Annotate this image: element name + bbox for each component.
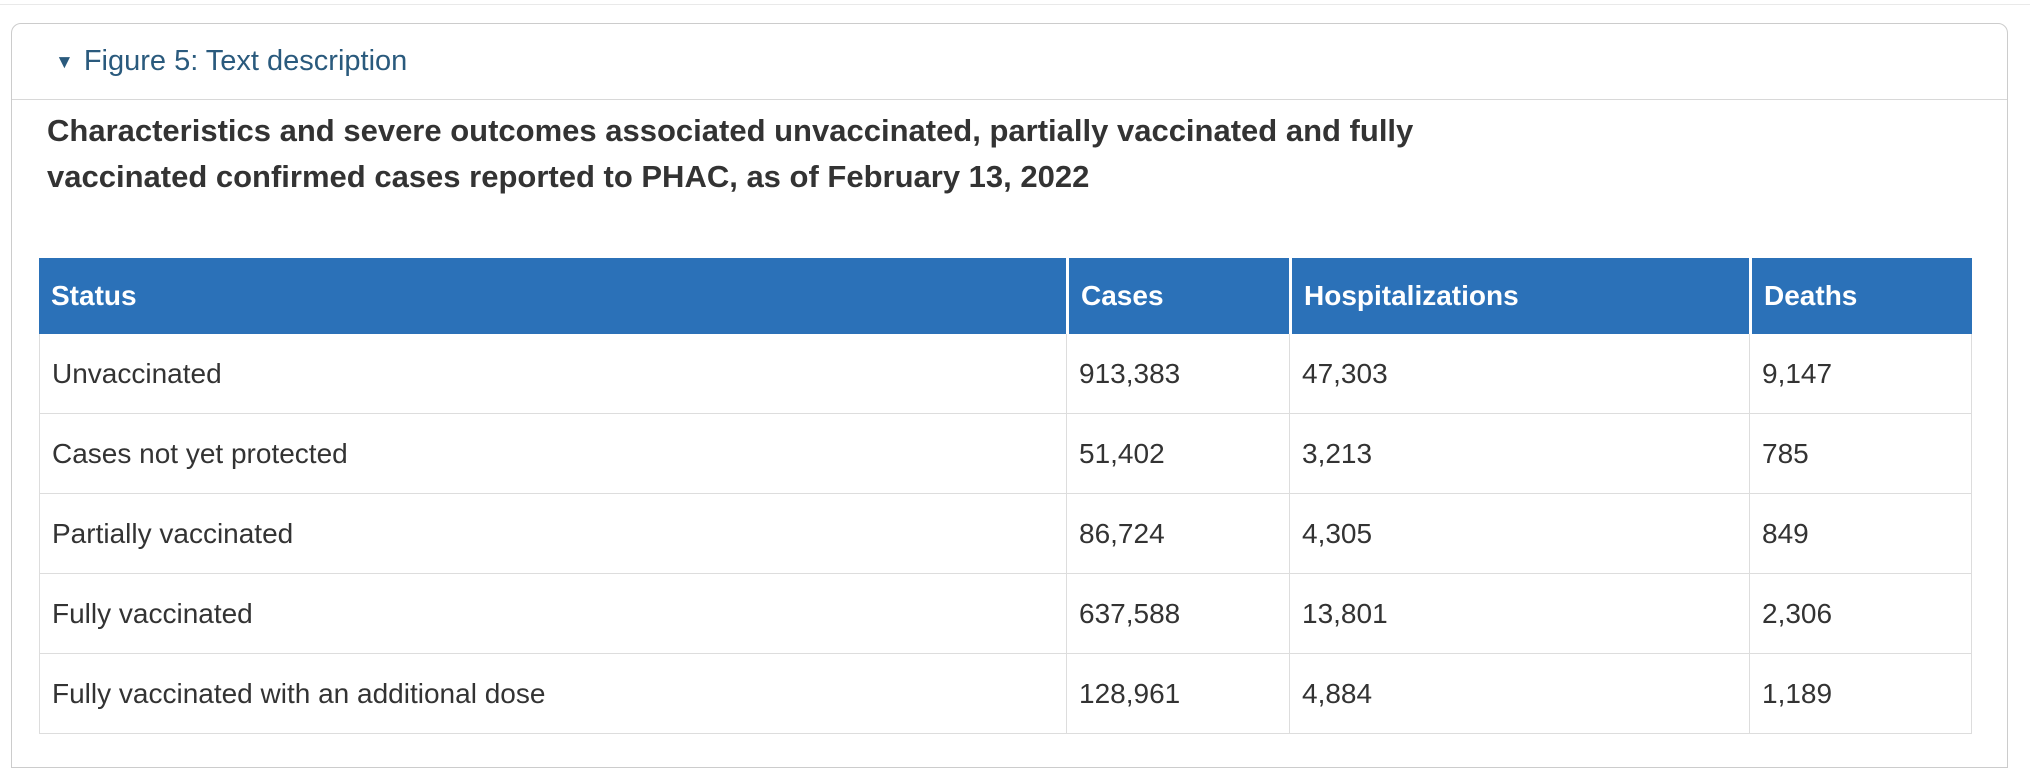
cell-cases: 637,588 xyxy=(1066,574,1289,654)
cell-status: Fully vaccinated xyxy=(39,574,1066,654)
page-top-divider xyxy=(0,4,2030,5)
table-title-line2: vaccinated confirmed cases reported to PHAC, as of February 13, 2022 xyxy=(47,159,1090,194)
cell-deaths: 9,147 xyxy=(1749,334,1972,414)
details-summary[interactable] xyxy=(12,24,2007,100)
table-header-row xyxy=(39,258,1972,334)
table-row xyxy=(39,414,1972,494)
table-title-line1: Characteristics and severe outcomes associated unvaccinated, partially vaccinated and fully xyxy=(47,113,1414,148)
cell-status: Partially vaccinated xyxy=(39,494,1066,574)
table-title xyxy=(47,108,2007,200)
column-header-deaths: Deaths xyxy=(1749,258,1972,334)
details-summary-label: Figure 5: Text description xyxy=(83,45,408,77)
cell-cases: 128,961 xyxy=(1066,654,1289,734)
collapse-arrow-icon: ▼ xyxy=(55,51,74,73)
column-header-status: Status xyxy=(39,258,1066,334)
cell-hospitalizations: 4,305 xyxy=(1289,494,1749,574)
details-content xyxy=(12,108,2007,734)
cell-cases: 913,383 xyxy=(1066,334,1289,414)
cell-hospitalizations: 47,303 xyxy=(1289,334,1749,414)
cell-deaths: 1,189 xyxy=(1749,654,1972,734)
cell-deaths: 785 xyxy=(1749,414,1972,494)
outcomes-table xyxy=(39,258,1972,734)
cell-hospitalizations: 13,801 xyxy=(1289,574,1749,654)
table-row xyxy=(39,574,1972,654)
cell-cases: 86,724 xyxy=(1066,494,1289,574)
cell-hospitalizations: 3,213 xyxy=(1289,414,1749,494)
column-header-cases: Cases xyxy=(1066,258,1289,334)
figure-details-panel xyxy=(11,23,2008,768)
cell-status: Fully vaccinated with an additional dose xyxy=(39,654,1066,734)
table-row xyxy=(39,334,1972,414)
cell-cases: 51,402 xyxy=(1066,414,1289,494)
cell-hospitalizations: 4,884 xyxy=(1289,654,1749,734)
table-row xyxy=(39,494,1972,574)
table-row xyxy=(39,654,1972,734)
cell-status: Cases not yet protected xyxy=(39,414,1066,494)
cell-status: Unvaccinated xyxy=(39,334,1066,414)
cell-deaths: 2,306 xyxy=(1749,574,1972,654)
cell-deaths: 849 xyxy=(1749,494,1972,574)
column-header-hospitalizations: Hospitalizations xyxy=(1289,258,1749,334)
